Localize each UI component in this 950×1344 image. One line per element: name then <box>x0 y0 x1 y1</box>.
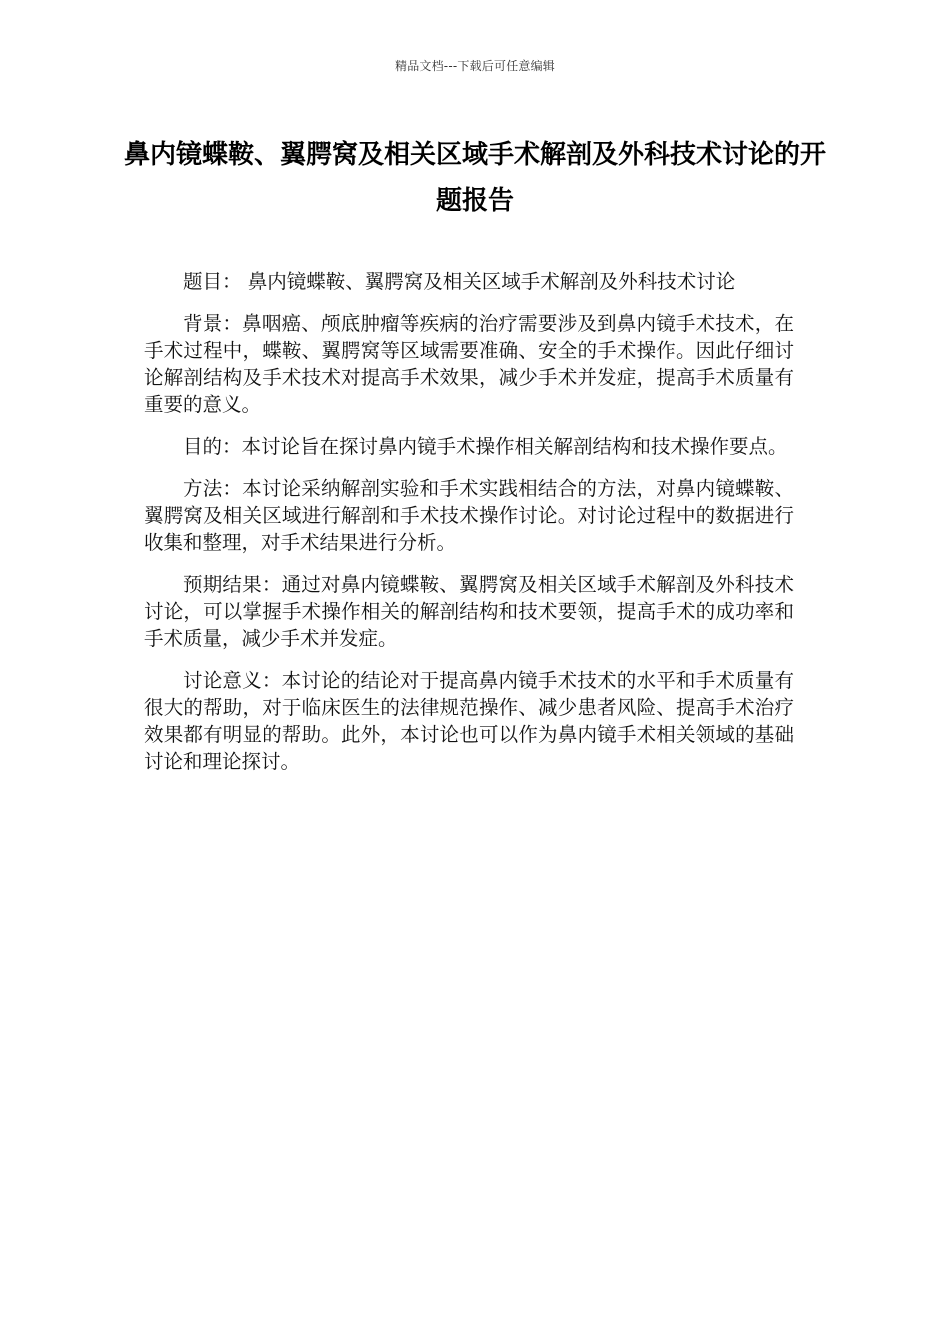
paragraph-significance: 讨论意义：本讨论的结论对于提高鼻内镜手术技术的水平和手术质量有很大的帮助，对于临床医生的法律规范操作、减少患者风险、提高手术治疗效果都有明显的帮助。此外，本讨论也可以作为鼻内镜手术相关领域的基础讨论和理论探讨。 <box>144 669 794 773</box>
page-header-note: 精品文档---下载后可任意编辑 <box>395 59 555 73</box>
document-title: 鼻内镜蝶鞍、翼腭窝及相关区域手术解剖及外科技术讨论的开题报告 <box>123 140 826 216</box>
paragraph-purpose: 目的：本讨论旨在探讨鼻内镜手术操作相关解剖结构和技术操作要点。 <box>183 435 788 458</box>
paragraph-topic: 题目： 鼻内镜蝶鞍、翼腭窝及相关区域手术解剖及外科技术讨论 <box>183 270 736 293</box>
paragraph-method: 方法：本讨论采纳解剖实验和手术实践相结合的方法，对鼻内镜蝶鞍、翼腭窝及相关区域进行解剖和手术技术操作讨论。对讨论过程中的数据进行收集和整理，对手术结果进行分析。 <box>144 477 794 554</box>
paragraph-background: 背景：鼻咽癌、颅底肿瘤等疾病的治疗需要涉及到鼻内镜手术技术，在手术过程中，蝶鞍、翼腭窝等区域需要准确、安全的手术操作。因此仔细讨论解剖结构及手术技术对提高手术效果，减少手术并发症，提高手术质量有重要的意义。 <box>144 312 794 416</box>
paragraph-expected-results: 预期结果：通过对鼻内镜蝶鞍、翼腭窝及相关区域手术解剖及外科技术讨论，可以掌握手术操作相关的解剖结构和技术要领，提高手术的成功率和手术质量，减少手术并发症。 <box>144 573 794 650</box>
document-body <box>144 268 794 790</box>
